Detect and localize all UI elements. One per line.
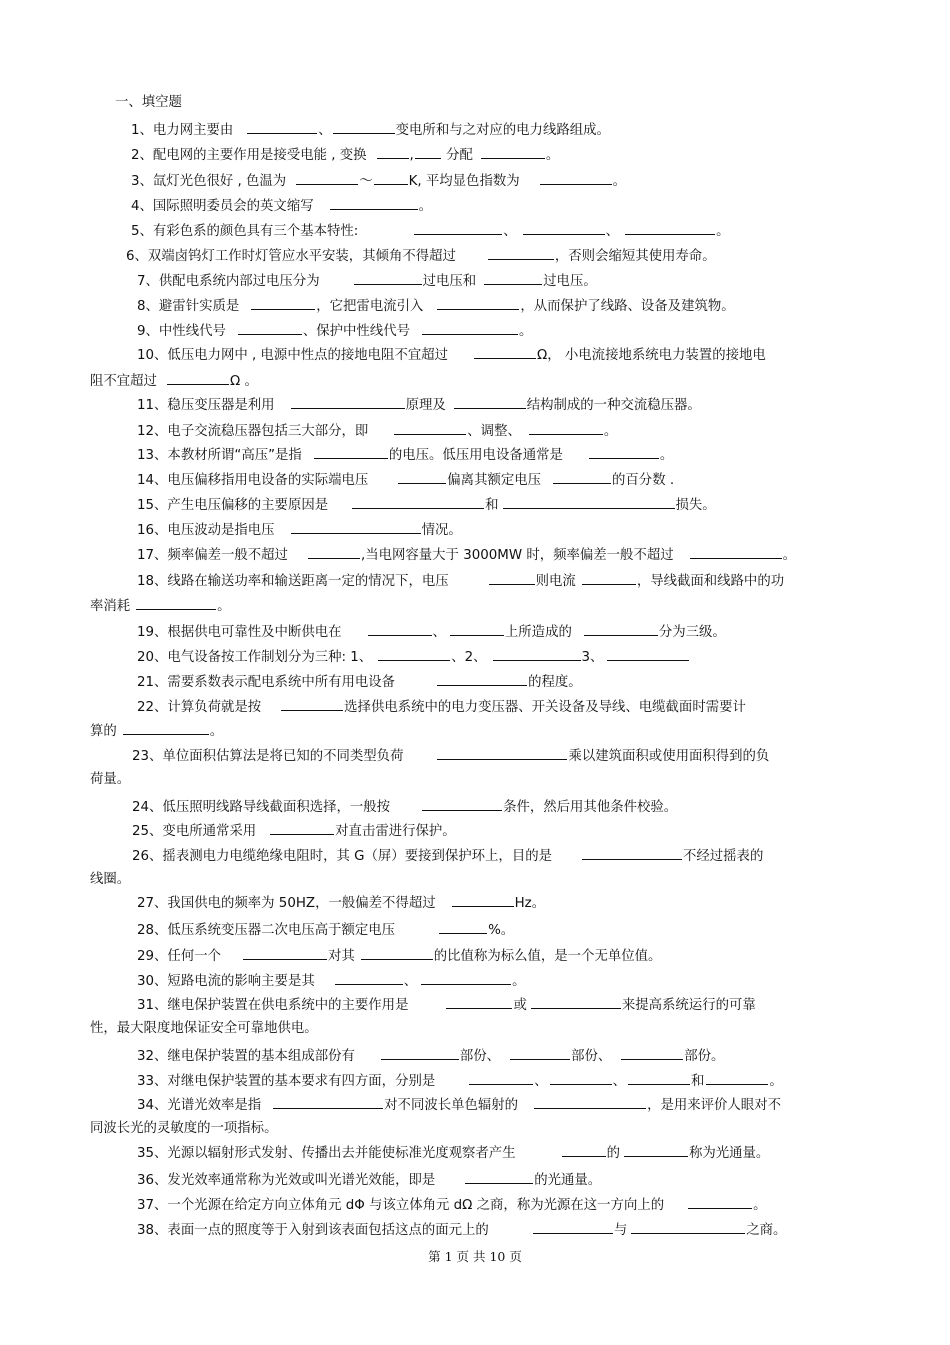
answer-blank [621,1046,683,1060]
question-23-continuation: 荷量。 [90,772,131,787]
answer-blank [291,395,405,409]
answer-blank [631,1220,745,1234]
answer-blank [446,995,512,1009]
answer-blank [531,995,621,1009]
answer-blank [167,371,229,385]
question-21: 21、需要系数表示配电系统中所有用电设备 的程度。 [137,672,582,692]
answer-blank [422,321,518,335]
answer-blank [330,196,418,210]
question-22-continuation: 算的 。 [90,721,223,741]
answer-blank [469,1071,533,1085]
question-13: 13、本教材所谓“高压”是指 的电压。低压用电设备通常是 。 [137,445,673,465]
answer-blank [534,1095,646,1109]
answer-blank [533,1220,613,1234]
question-26: 26、摇表测电力电缆绝缘电阻时，其 G（屏）要接到保护环上，目的是 不经过摇表的 [132,846,763,866]
question-15: 15、产生电压偏移的主要原因是 和 损失。 [137,495,716,515]
question-3: 3、氙灯光色很好 , 色温为 ～ K, 平均显色指数为 。 [131,171,626,191]
answer-blank [607,647,689,661]
question-32: 32、继电保护装置的基本组成部份有 部份、 部份、 部份。 [137,1046,724,1066]
answer-blank [489,571,535,585]
question-8: 8、避雷针实质是 ，它把雷电流引入 ，从而保护了线路、设备及建筑物。 [137,296,735,316]
answer-blank [439,920,487,934]
answer-blank [465,1170,533,1184]
question-11: 11、稳压变压器是利用 原理及 结构制成的一种交流稳压器。 [137,395,701,415]
answer-blank [437,296,519,310]
question-7: 7、供配电系统内部过电压分为 过电压和 过电压。 [137,271,597,291]
answer-blank [550,1071,612,1085]
answer-blank [308,545,360,559]
answer-blank [540,171,612,185]
question-5: 5、有彩色系的颜色具有三个基本特性: 、 、 。 [131,221,729,241]
question-6: 6、双端卤钨灯工作时灯管应水平安装，其倾角不得超过 ，否则会缩短其使用寿命。 [126,246,716,266]
question-14: 14、电压偏移指用电设备的实际端电压 偏离其额定电压 的百分数 . [137,470,674,490]
answer-blank [452,893,514,907]
question-34: 34、光谱光效率是指 对不同波长单色辐射的 ，是用来评价人眼对不 [137,1095,781,1115]
question-29: 29、任何一个 对其 的比值称为标么值，是一个无单位值。 [137,946,661,966]
question-9: 9、中性线代号 、保护中性线代号 。 [137,321,532,341]
answer-blank [414,221,502,235]
answer-blank [377,145,409,159]
answer-blank [562,1143,606,1157]
answer-blank [136,596,216,610]
answer-blank [247,120,317,134]
answer-blank [481,145,545,159]
question-2: 2、配电网的主要作用是接受电能 , 变换 , 分配 。 [131,145,559,165]
question-17: 17、频率偏差一般不超过 ,当电网容量大于 3000MW 时，频率偏差一般不超过 。 [137,545,796,565]
question-12: 12、电子交流稳压器包括三大部分，即 、调整、 。 [137,421,617,441]
answer-blank [291,520,421,534]
question-19: 19、根据供电可靠性及中断供电在 、 上所造成的 分为三级。 [137,622,726,642]
answer-blank [510,1046,570,1060]
answer-blank [374,171,408,185]
answer-blank [378,647,450,661]
question-18: 18、线路在输送功率和输送距离一定的情况下，电压 则电流 ，导线截面和线路中的功 [137,571,784,591]
answer-blank [243,946,327,960]
question-18-continuation: 率消耗 。 [90,596,231,616]
answer-blank [437,672,527,686]
answer-blank [706,1071,768,1085]
question-31: 31、继电保护装置在供电系统中的主要作用是 或 来提高系统运行的可靠 [137,995,756,1015]
answer-blank [628,1071,690,1085]
answer-blank [333,120,395,134]
answer-blank [422,797,502,811]
question-4: 4、国际照明委员会的英文缩写 。 [131,196,432,216]
answer-blank [437,746,567,760]
answer-blank [415,145,441,159]
answer-blank [354,271,422,285]
question-26-continuation: 线圈。 [90,872,131,887]
answer-blank [398,470,446,484]
answer-blank [368,622,432,636]
question-16: 16、电压波动是指电压 情况。 [137,520,462,540]
question-36: 36、发光效率通常称为光效或叫光谱光效能，即是 的光通量。 [137,1170,601,1190]
question-37: 37、一个光源在给定方向立体角元 dΦ 与该立体角元 dΩ 之商，称为光源在这一方向上的 。 [137,1195,767,1215]
answer-blank [361,946,433,960]
answer-blank [421,971,511,985]
answer-blank [450,622,504,636]
answer-blank [582,571,636,585]
answer-blank [381,1046,459,1060]
question-33: 33、对继电保护装置的基本要求有四方面，分别是 、 、 和 。 [137,1071,783,1091]
answer-blank [584,622,658,636]
question-30: 30、短路电流的影响主要是其 、 。 [137,971,526,991]
question-31-continuation: 性，最大限度地保证安全可靠地供电。 [90,1021,318,1036]
answer-blank [582,846,682,860]
answer-blank [553,470,611,484]
question-24: 24、低压照明线路导线截面积选择，一般按 条件，然后用其他条件校验。 [132,797,677,817]
question-34-continuation: 同波长光的灵敏度的一项指标。 [90,1121,278,1136]
question-27: 27、我国供电的频率为 50HZ，一般偏差不得超过 Hz。 [137,893,545,913]
answer-blank [589,445,659,459]
question-1: 1、电力网主要由 、 变电所和与之对应的电力线路组成。 [131,120,610,140]
answer-blank [690,545,782,559]
answer-blank [314,445,388,459]
section-title: 一、填空题 [115,95,182,110]
question-25: 25、变电所通常采用 对直击雷进行保护。 [132,821,456,841]
answer-blank [688,1195,752,1209]
answer-blank [624,1143,688,1157]
question-22: 22、计算负荷就是按 选择供电系统中的电力变压器、开关设备及导线、电缆截面时需要计 [137,697,746,717]
answer-blank [251,296,315,310]
answer-blank [273,1095,383,1109]
answer-blank [625,221,715,235]
answer-blank [352,495,484,509]
answer-blank [335,971,403,985]
answer-blank [488,246,554,260]
answer-blank [238,321,302,335]
question-10: 10、低压电力网中 , 电源中性点的接地电阻不宜超过 Ω， 小电流接地系统电力装置的接地电 [137,345,766,365]
answer-blank [529,421,603,435]
question-10-continuation: 阻不宜超过 Ω 。 [90,371,258,391]
answer-blank [523,221,605,235]
answer-blank [394,421,466,435]
answer-blank [270,821,334,835]
question-28: 28、低压系统变压器二次电压高于额定电压 %。 [137,920,514,940]
answer-blank [123,721,209,735]
question-35: 35、光源以辐射形式发射、传播出去并能使标准光度观察者产生 的 称为光通量。 [137,1143,769,1163]
answer-blank [484,271,542,285]
answer-blank [493,647,581,661]
page-footer: 第 1 页 共 10 页 [428,1249,522,1264]
answer-blank [296,171,358,185]
answer-blank [281,697,343,711]
question-23: 23、单位面积估算法是将已知的不同类型负荷 乘以建筑面积或使用面积得到的负 [132,746,769,766]
question-20: 20、电气设备按工作制划分为三种: 1、 、2、 3、 [137,647,690,667]
question-38: 38、表面一点的照度等于入射到该表面包括这点的面元上的 与 之商。 [137,1220,786,1240]
answer-blank [503,495,675,509]
answer-blank [474,345,536,359]
answer-blank [454,395,526,409]
